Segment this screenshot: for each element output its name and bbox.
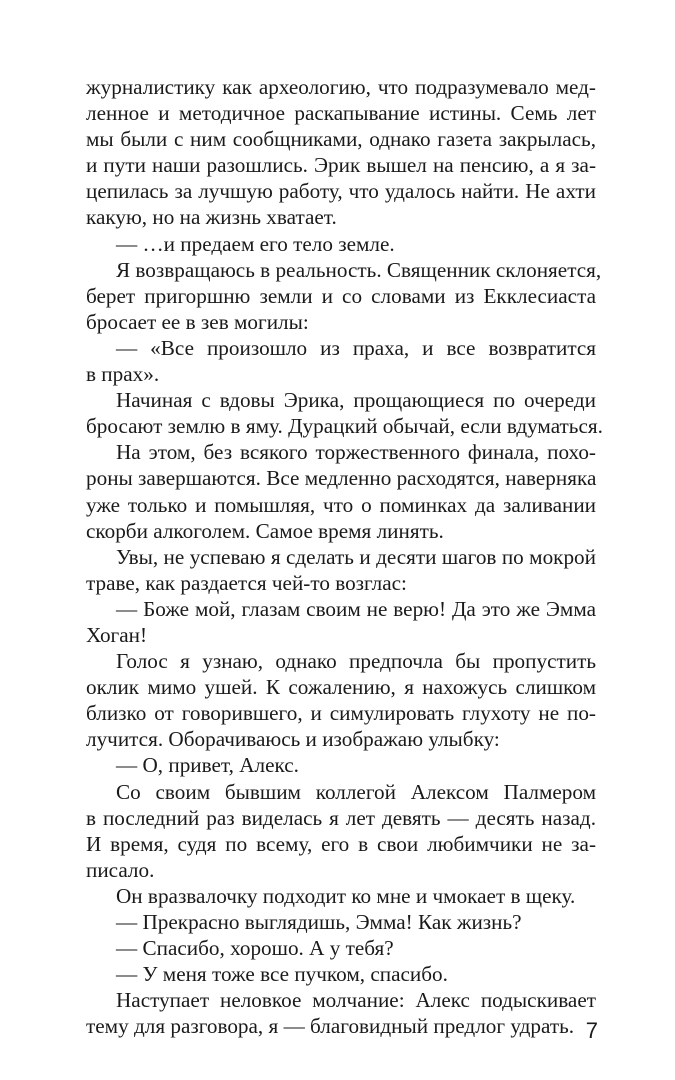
page-number: 7: [585, 1018, 598, 1043]
text-line: — …и предаем его тело земле.: [116, 231, 395, 256]
text-line: какую, но на жизнь хватает.: [86, 205, 337, 230]
text-line: бросают землю в яму. Дурацкий обычай, если вдуматься.: [86, 414, 603, 439]
body-text: [86, 74, 603, 1039]
text-line: — Боже мой, глазам своим не верю! Да это же Эмма: [116, 596, 596, 621]
text-line: — О, привет, Алекс.: [116, 753, 299, 778]
text-line: — «Все произошло из праха, и все возвратится: [116, 335, 596, 360]
text-line: в прах».: [86, 362, 160, 387]
text-line: — Прекрасно выглядишь, Эмма! Как жизнь?: [116, 910, 522, 934]
text-line: лучится. Оборачиваюсь и изображаю улыбку:: [86, 727, 500, 752]
text-line: близко от говорившего, и симулировать глухоту не по-: [86, 701, 596, 726]
text-line: и пути наши разошлись. Эрик вышел на пенсию, а я за-: [86, 153, 596, 178]
text-line: Начиная с вдовы Эрика, прощающиеся по очереди: [116, 388, 596, 413]
text-line: На этом, без всякого торжественного финала, похо-: [116, 440, 596, 465]
text-line: берет пригоршню земли и со словами из Екклесиаста: [86, 283, 596, 308]
text-line: журналистику как археологию, что подразумевало мед-: [86, 75, 596, 99]
text-line: Голос я узнаю, однако предпочла бы пропустить: [116, 649, 596, 674]
text-line: скорби алкоголем. Самое время линять.: [86, 518, 444, 543]
text-line: Он вразвалочку подходит ко мне и чмокает в щеку.: [116, 883, 576, 908]
text-line: уже только и помышляя, что о поминках да заливании: [86, 492, 596, 517]
text-line: траве, как раздается чей-то возглас:: [86, 570, 407, 595]
text-line: цепилась за лучшую работу, что удалось найти. Не ахти: [86, 179, 596, 204]
text-line: оклик мимо ушей. К сожалению, я нахожусь слишком: [86, 675, 596, 700]
text-line: Я возвращаюсь в реальность. Священник склоняется,: [116, 257, 602, 282]
text-line: — Спасибо, хорошо. А у тебя?: [116, 936, 394, 961]
text-line: роны завершаются. Все медленно расходятся, наверняка: [86, 466, 597, 491]
text-line: тему для разговора, я — благовидный предлог удрать.: [86, 1014, 575, 1039]
text-line: — У меня тоже все пучком, спасибо.: [116, 962, 448, 987]
text-line: мы были с ним сообщниками, однако газета закрылась,: [86, 127, 596, 152]
text-line: бросает ее в зев могилы:: [86, 309, 309, 334]
text-line: Хоган!: [86, 622, 148, 647]
text-line: писало.: [86, 857, 155, 882]
text-line: в последний раз виделась я лет девять — десять назад.: [86, 805, 596, 830]
text-line: Наступает неловкое молчание: Алекс подыскивает: [116, 988, 596, 1013]
text-line: И время, судя по всему, его в свои любимчики не за-: [86, 831, 596, 856]
text-line: ленное и методичное раскапывание истины. Семь лет: [86, 101, 596, 126]
text-line: Со своим бывшим коллегой Алексом Палмером: [116, 779, 596, 804]
text-line: Увы, не успеваю я сделать и десяти шагов по мокрой: [116, 544, 596, 569]
